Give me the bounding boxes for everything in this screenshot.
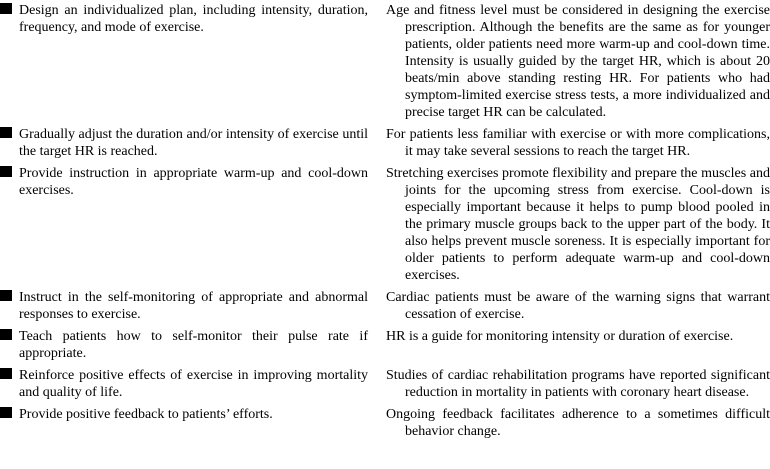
- intervention-item: [0, 406, 368, 423]
- rationale-text: For patients less familiar with exercise or with more complications, it may take several sessions to reach the target HR.: [386, 127, 770, 159]
- square-bullet-icon: [0, 290, 12, 301]
- table-row: [0, 165, 770, 284]
- intervention-cell: [0, 367, 368, 401]
- intervention-cell: [0, 289, 368, 323]
- rationale-cell: [386, 2, 770, 121]
- rationale-cell: [386, 126, 770, 160]
- rationale-cell: [386, 289, 770, 323]
- square-bullet-icon: [0, 368, 12, 379]
- intervention-text: Provide instruction in appropriate warm-up and cool-down exercises.: [19, 166, 368, 198]
- square-bullet-icon: [0, 166, 12, 177]
- square-bullet-icon: [0, 3, 12, 14]
- table-row: [0, 2, 770, 121]
- intervention-item: [0, 2, 368, 36]
- table-row: [0, 126, 770, 160]
- rationale-text: Cardiac patients must be aware of the warning signs that warrant cessation of exercise.: [386, 290, 770, 322]
- intervention-item: [0, 328, 368, 362]
- rationale-cell: [386, 406, 770, 440]
- intervention-text: Provide positive feedback to patients’ efforts.: [19, 407, 273, 422]
- intervention-text: Reinforce positive effects of exercise in improving mortality and quality of life.: [19, 368, 368, 400]
- table-row: [0, 328, 770, 362]
- intervention-item: [0, 126, 368, 160]
- intervention-cell: [0, 406, 368, 440]
- table-row: [0, 406, 770, 440]
- rationale-text: Age and fitness level must be considered in designing the exercise prescription. Although the benefits are the same as for younger patients, older patients need more warm-up and cool-down time. Intensity is usually guided by the target HR, which is about 20 beats/min above standing resting HR. For patients who had symptom-limited exercise stress tests, a more individualized and precise target HR can be calculated.: [386, 3, 770, 120]
- rationale-cell: [386, 328, 770, 362]
- intervention-cell: [0, 165, 368, 284]
- intervention-item: [0, 289, 368, 323]
- intervention-cell: [0, 126, 368, 160]
- square-bullet-icon: [0, 127, 12, 138]
- intervention-text: Gradually adjust the duration and/or intensity of exercise until the target HR is reached.: [19, 127, 368, 159]
- table-row: [0, 289, 770, 323]
- rationale-text: Stretching exercises promote flexibility and prepare the muscles and joints for the upcoming stress from exercise. Cool-down is especially important because it helps to pump blood pooled in the primary muscle groups back to the upper part of the body. It also helps prevent muscle soreness. It is especially important for older patients to perform adequate warm-up and cool-down exercises.: [386, 166, 770, 283]
- intervention-item: [0, 367, 368, 401]
- rationale-cell: [386, 165, 770, 284]
- rationale-text: Ongoing feedback facilitates adherence to a sometimes difficult behavior change.: [386, 407, 770, 439]
- square-bullet-icon: [0, 329, 12, 340]
- rationale-text: HR is a guide for monitoring intensity or duration of exercise.: [386, 329, 734, 344]
- intervention-text: Teach patients how to self-monitor their pulse rate if appropriate.: [19, 329, 368, 361]
- square-bullet-icon: [0, 407, 12, 418]
- rationale-cell: [386, 367, 770, 401]
- intervention-cell: [0, 328, 368, 362]
- intervention-cell: [0, 2, 368, 121]
- table-row: [0, 367, 770, 401]
- rationale-text: Studies of cardiac rehabilitation programs have reported significant reduction in mortality in patients with coronary heart disease.: [386, 368, 770, 400]
- intervention-text: Instruct in the self-monitoring of appropriate and abnormal responses to exercise.: [19, 290, 368, 322]
- intervention-item: [0, 165, 368, 199]
- intervention-text: Design an individualized plan, including intensity, duration, frequency, and mode of exercise.: [19, 3, 368, 35]
